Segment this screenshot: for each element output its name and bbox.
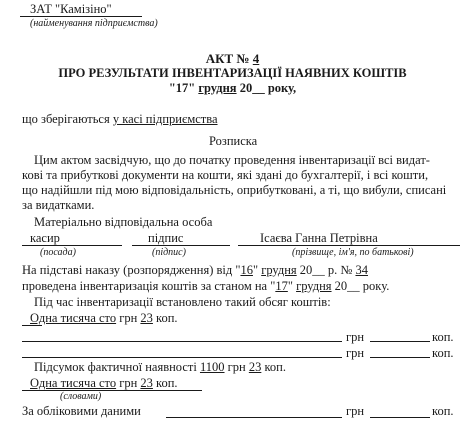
total-kop-value: 23 <box>248 360 262 374</box>
accounting-kop-line <box>370 417 430 418</box>
row1-kop: коп. <box>432 330 454 344</box>
order-line-2: проведена інвентаризація коштів за станом на "17" грудня 20__ року. <box>22 279 390 293</box>
org-name-suffix: " <box>106 2 112 16</box>
stored-line: що зберігаються у касі підприємства <box>22 112 218 126</box>
row2-kop-line <box>370 357 430 358</box>
responsible-position: касир <box>30 231 60 245</box>
accounting-grn: грн <box>346 404 365 418</box>
act-date-year: 20__ <box>239 81 265 95</box>
found-amount-line <box>30 312 178 325</box>
order-line-1: На підставі наказу (розпорядження) від "16" грудня 20__ р. № 34 <box>22 263 368 277</box>
act-title-line2: ПРО РЕЗУЛЬТАТИ ІНВЕНТАРИЗАЦІЇ НАЯВНИХ КОШТІВ <box>58 66 407 80</box>
found-underline-left <box>22 325 42 326</box>
row1-kop-line <box>370 341 430 342</box>
act-date <box>0 82 465 95</box>
total-words-line <box>30 377 178 390</box>
accounting-label: За обліковими даними <box>22 404 141 418</box>
receipt-heading: Розписка <box>209 134 258 148</box>
total-amount: 1100 <box>199 360 225 374</box>
inventory-month: грудня <box>296 279 332 293</box>
org-name: Камізіно <box>60 2 107 16</box>
row2-grn: грн <box>346 346 365 360</box>
responsible-full-name: Ісаєва Ганна Петрівна <box>260 231 378 245</box>
act-date-year-word: року, <box>267 81 297 95</box>
total-words-grn: грн <box>119 376 138 390</box>
total-words-kop: коп. <box>156 376 178 390</box>
found-kop-value: 23 <box>140 311 153 325</box>
act-title: АКТ № 4 <box>205 51 260 66</box>
order-day: 16 <box>240 263 253 277</box>
inventory-day: 17 <box>275 279 288 293</box>
total-words-underline <box>22 390 202 391</box>
total-words: Одна тисяча сто <box>30 376 117 390</box>
org-name-prefix: ЗАТ " <box>30 2 61 16</box>
caption-words: (словами) <box>60 391 102 402</box>
paragraph-line-2: кові та прибуткові документи на кошти, які здані до бухгалтерії, і всі кошти, <box>22 168 429 182</box>
order-number: 34 <box>355 263 368 277</box>
responsible-label: Матеріально відповідальна особа <box>34 215 213 229</box>
act-date-month: грудня <box>198 81 237 95</box>
caption-signature: (підпис) <box>152 247 186 258</box>
paragraph-line-3: що надійшли під мою відповідальність, оприбутковані, а ті, що вибули, списані <box>22 183 447 197</box>
found-amount-words: Одна тисяча сто <box>30 311 117 325</box>
caption-position: (посада) <box>40 247 76 258</box>
accounting-line <box>166 417 342 418</box>
row2-kop: коп. <box>432 346 454 360</box>
total-words-kop-value: 23 <box>140 376 153 390</box>
paragraph-line-1: Цим актом засвідчую, що до початку проведення інвентаризації всі видат- <box>34 153 430 167</box>
order-month: грудня <box>261 263 297 277</box>
accounting-kop: коп. <box>432 404 454 418</box>
org-name-underline <box>20 16 142 17</box>
caption-name: (прізвище, ім'я, по батькові) <box>292 247 414 258</box>
org-caption: (найменування підприємства) <box>30 18 158 29</box>
found-uah-label: грн <box>119 311 138 325</box>
responsible-signature: підпис <box>148 231 184 245</box>
row1-grn: грн <box>346 330 365 344</box>
row1-line <box>22 341 342 342</box>
found-kop-label: коп. <box>156 311 178 325</box>
act-number: 4 <box>252 51 260 66</box>
name-underline <box>238 245 460 246</box>
signature-underline <box>132 245 230 246</box>
total-line: Підсумок фактичної наявності 1100 грн 23 коп. <box>34 360 286 374</box>
act-date-day: "17" <box>168 81 196 95</box>
found-label: Під час інвентаризації встановлено такий обсяг коштів: <box>34 295 331 309</box>
paragraph-line-4: за видатками. <box>22 198 95 212</box>
org-name-line <box>30 3 112 16</box>
row2-line <box>22 357 342 358</box>
position-underline <box>22 245 122 246</box>
stored-place: у касі підприємства <box>112 112 218 126</box>
